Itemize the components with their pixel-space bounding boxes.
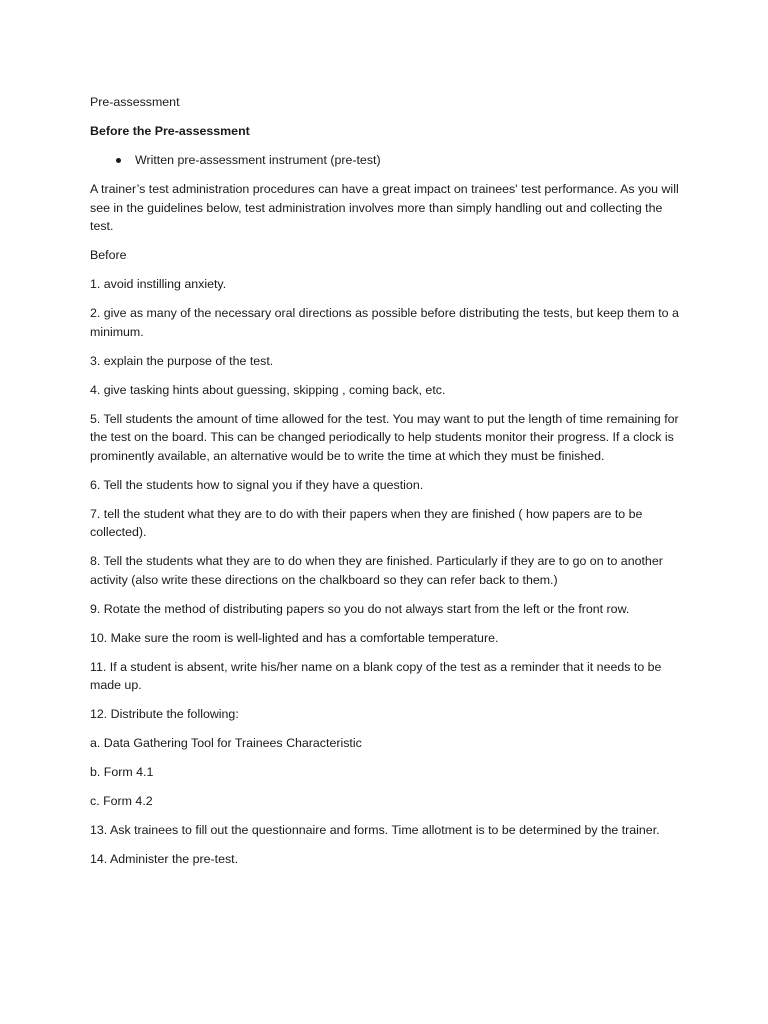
list-item: 10. Make sure the room is well-lighted and has a comfortable temperature.	[90, 630, 499, 645]
document-page	[90, 93, 680, 879]
bullet-list	[90, 151, 680, 170]
list-item: 13. Ask trainees to fill out the questionnaire and forms. Time allotment is to be determined by the trainer.	[90, 823, 660, 837]
list-item: 9. Rotate the method of distributing papers so you do not always start from the left or the front row.	[90, 601, 630, 616]
section-label: Before	[90, 248, 127, 262]
list-item: 3. explain the purpose of the test.	[90, 353, 274, 368]
bullet-dot-icon	[116, 158, 121, 163]
list-item: 4. give tasking hints about guessing, skipping , coming back, etc.	[90, 382, 446, 397]
list-item: 11. If a student is absent, write his/her name on a blank copy of the test as a reminder that it needs to be made up.	[90, 659, 662, 692]
list-item: 14. Administer the pre-test.	[90, 852, 239, 866]
list-item: b. Form 4.1	[90, 765, 154, 779]
intro-paragraph: A trainer’s test administration procedures can have a great impact on trainees' test performance. As you will see in the guidelines below, test administration involves more than simply handling out and collecting the test.	[90, 182, 679, 233]
list-item: 12. Distribute the following:	[90, 707, 239, 721]
list-item: a. Data Gathering Tool for Trainees Characteristic	[90, 736, 362, 750]
bullet-item	[90, 151, 680, 170]
document-title: Pre-assessment	[90, 95, 180, 109]
list-item: 1. avoid instilling anxiety.	[90, 277, 227, 291]
bullet-text: Written pre-assessment instrument (pre-test)	[135, 153, 381, 167]
list-item: 5. Tell students the amount of time allowed for the test. You may want to put the length of time remaining for the test on the board. This can be changed periodically to help students monitor their progress. If a clock is prominently available, an alternative would be to write the time at which they must be finished.	[90, 411, 679, 463]
list-item: c. Form 4.2	[90, 794, 153, 808]
section-heading: Before the Pre-assessment	[90, 124, 250, 138]
list-item: 7. tell the student what they are to do with their papers when they are finished ( how papers are to be collected).	[90, 506, 643, 539]
list-item: 8. Tell the students what they are to do when they are finished. Particularly if they are to go on to another activity (also write these directions on the chalkboard so they can refer back to them.)	[90, 554, 663, 587]
list-item: 6. Tell the students how to signal you if they have a question.	[90, 477, 424, 492]
list-item: 2. give as many of the necessary oral directions as possible before distributing the tests, but keep them to a minimum.	[90, 306, 679, 339]
